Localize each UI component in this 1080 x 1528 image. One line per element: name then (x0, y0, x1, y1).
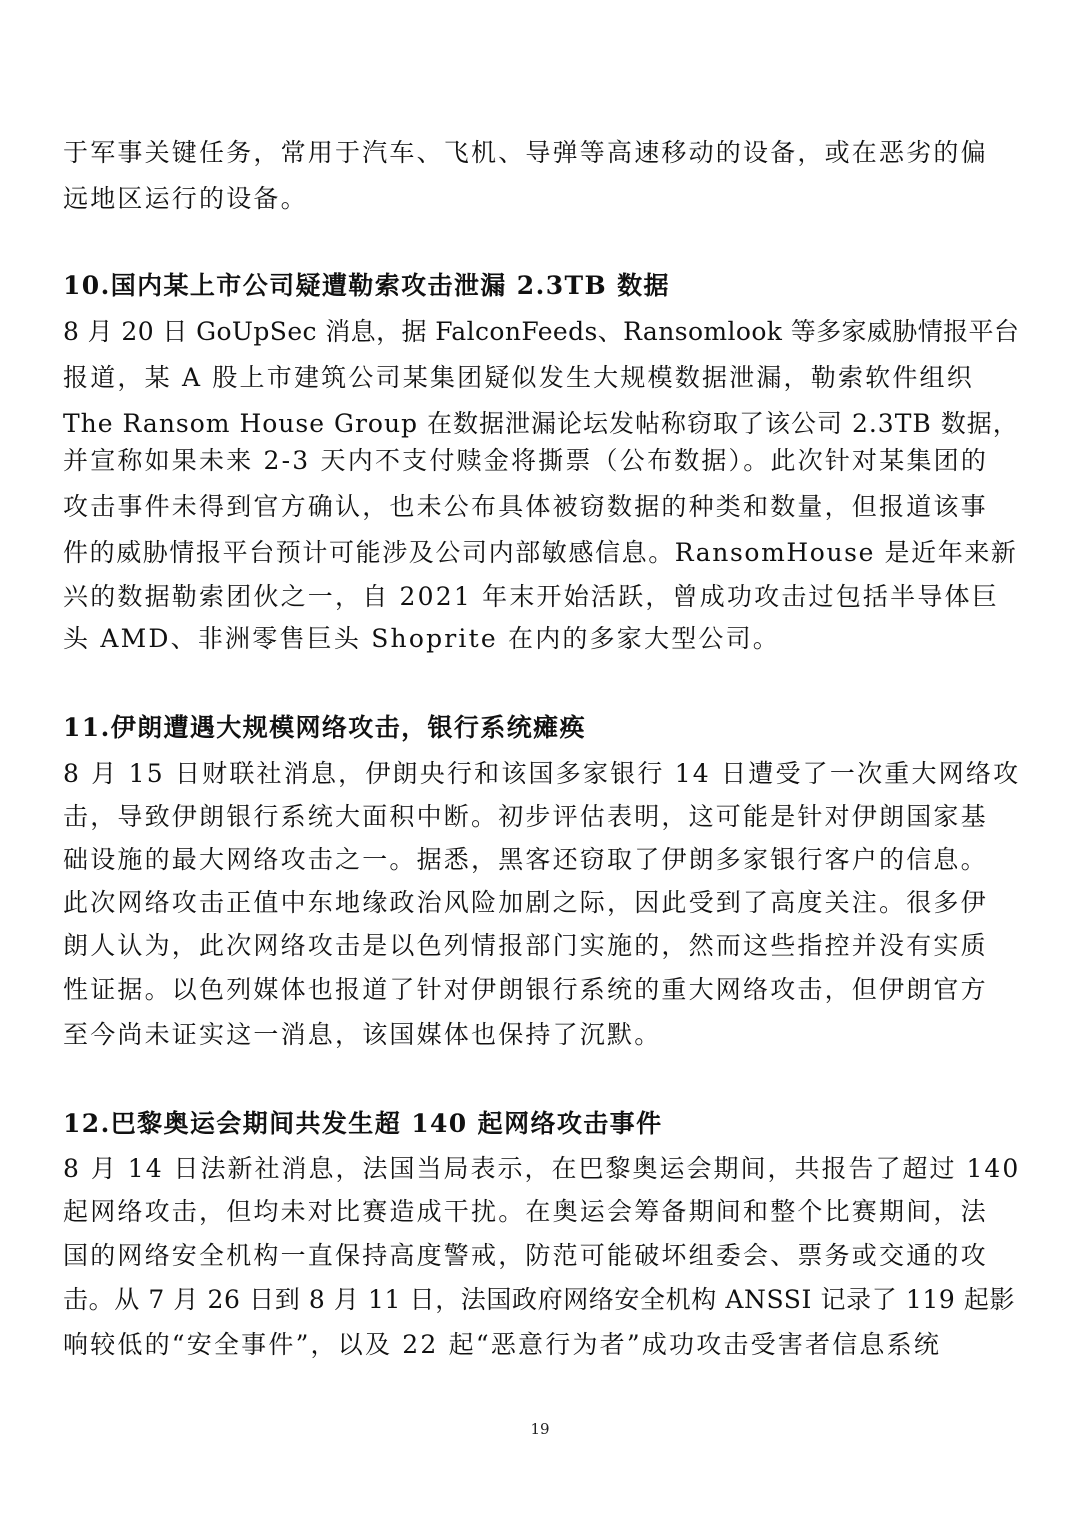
paragraph-line: 国的网络安全机构一直保持高度警戒，防范可能破坏组委会、票务或交通的攻 (63, 1241, 988, 1270)
paragraph-line: 击。从 7 月 26 日到 8 月 11 日，法国政府网络安全机构 ANSSI 记录了 119 起影 (63, 1285, 1016, 1314)
paragraph-line: 报道，某 A 股上市建筑公司某集团疑似发生大规模数据泄漏，勒索软件组织 (63, 363, 974, 392)
page-number: 19 (530, 1420, 550, 1438)
paragraph-line: 起网络攻击，但均未对比赛造成干扰。在奥运会筹备期间和整个比赛期间，法 (63, 1197, 988, 1226)
paragraph-line: 兴的数据勒索团伙之一，自 2021 年末开始活跃，曾成功攻击过包括半导体巨 (63, 582, 999, 611)
paragraph-line: 至今尚未证实这一消息，该国媒体也保持了沉默。 (63, 1020, 662, 1049)
paragraph-line: 击，导致伊朗银行系统大面积中断。初步评估表明，这可能是针对伊朗国家基 (63, 802, 988, 831)
paragraph-line: 并宣称如果未来 2-3 天内不支付赎金将撕票（公布数据）。此次针对某集团的 (63, 446, 989, 475)
paragraph-line: 件的威胁情报平台预计可能涉及公司内部敏感信息。RansomHouse 是近年来新 (63, 538, 1018, 567)
section-heading-10: 10.国内某上市公司疑遭勒索攻击泄漏 2.3TB 数据 (63, 271, 670, 300)
paragraph-line: 8 月 14 日法新社消息，法国当局表示，在巴黎奥运会期间，共报告了超过 140 (63, 1154, 1021, 1183)
section-heading-12: 12.巴黎奥运会期间共发生超 140 起网络攻击事件 (63, 1109, 663, 1138)
paragraph-line: 朗人认为，此次网络攻击是以色列情报部门实施的，然而这些指控并没有实质 (63, 931, 988, 960)
paragraph-line: 础设施的最大网络攻击之一。据悉，黑客还窃取了伊朗多家银行客户的信息。 (63, 845, 988, 874)
paragraph-line: 8 月 20 日 GoUpSec 消息，据 FalconFeeds、Ransomlook 等多家威胁情报平台 (63, 317, 1020, 346)
paragraph-line: 此次网络攻击正值中东地缘政治风险加剧之际，因此受到了高度关注。很多伊 (63, 888, 988, 917)
paragraph-line: 响较低的“安全事件”，以及 22 起“恶意行为者”成功攻击受害者信息系统 (63, 1330, 942, 1359)
paragraph-line: 性证据。以色列媒体也报道了针对伊朗银行系统的重大网络攻击，但伊朗官方 (63, 975, 988, 1004)
paragraph-line: 于军事关键任务，常用于汽车、飞机、导弹等高速移动的设备，或在恶劣的偏 (63, 138, 988, 167)
paragraph-line: 8 月 15 日财联社消息，伊朗央行和该国多家银行 14 日遭受了一次重大网络攻 (63, 759, 1021, 788)
paragraph-line: 远地区运行的设备。 (63, 184, 308, 213)
paragraph-line: 头 AMD、非洲零售巨头 Shoprite 在内的多家大型公司。 (63, 624, 781, 653)
paragraph-line: 攻击事件未得到官方确认，也未公布具体被窃数据的种类和数量，但报道该事 (63, 492, 988, 521)
section-heading-11: 11.伊朗遭遇大规模网络攻击，银行系统瘫痪 (63, 713, 586, 742)
paragraph-line: The Ransom House Group 在数据泄漏论坛发帖称窃取了该公司 2.3TB 数据， (63, 409, 1019, 438)
